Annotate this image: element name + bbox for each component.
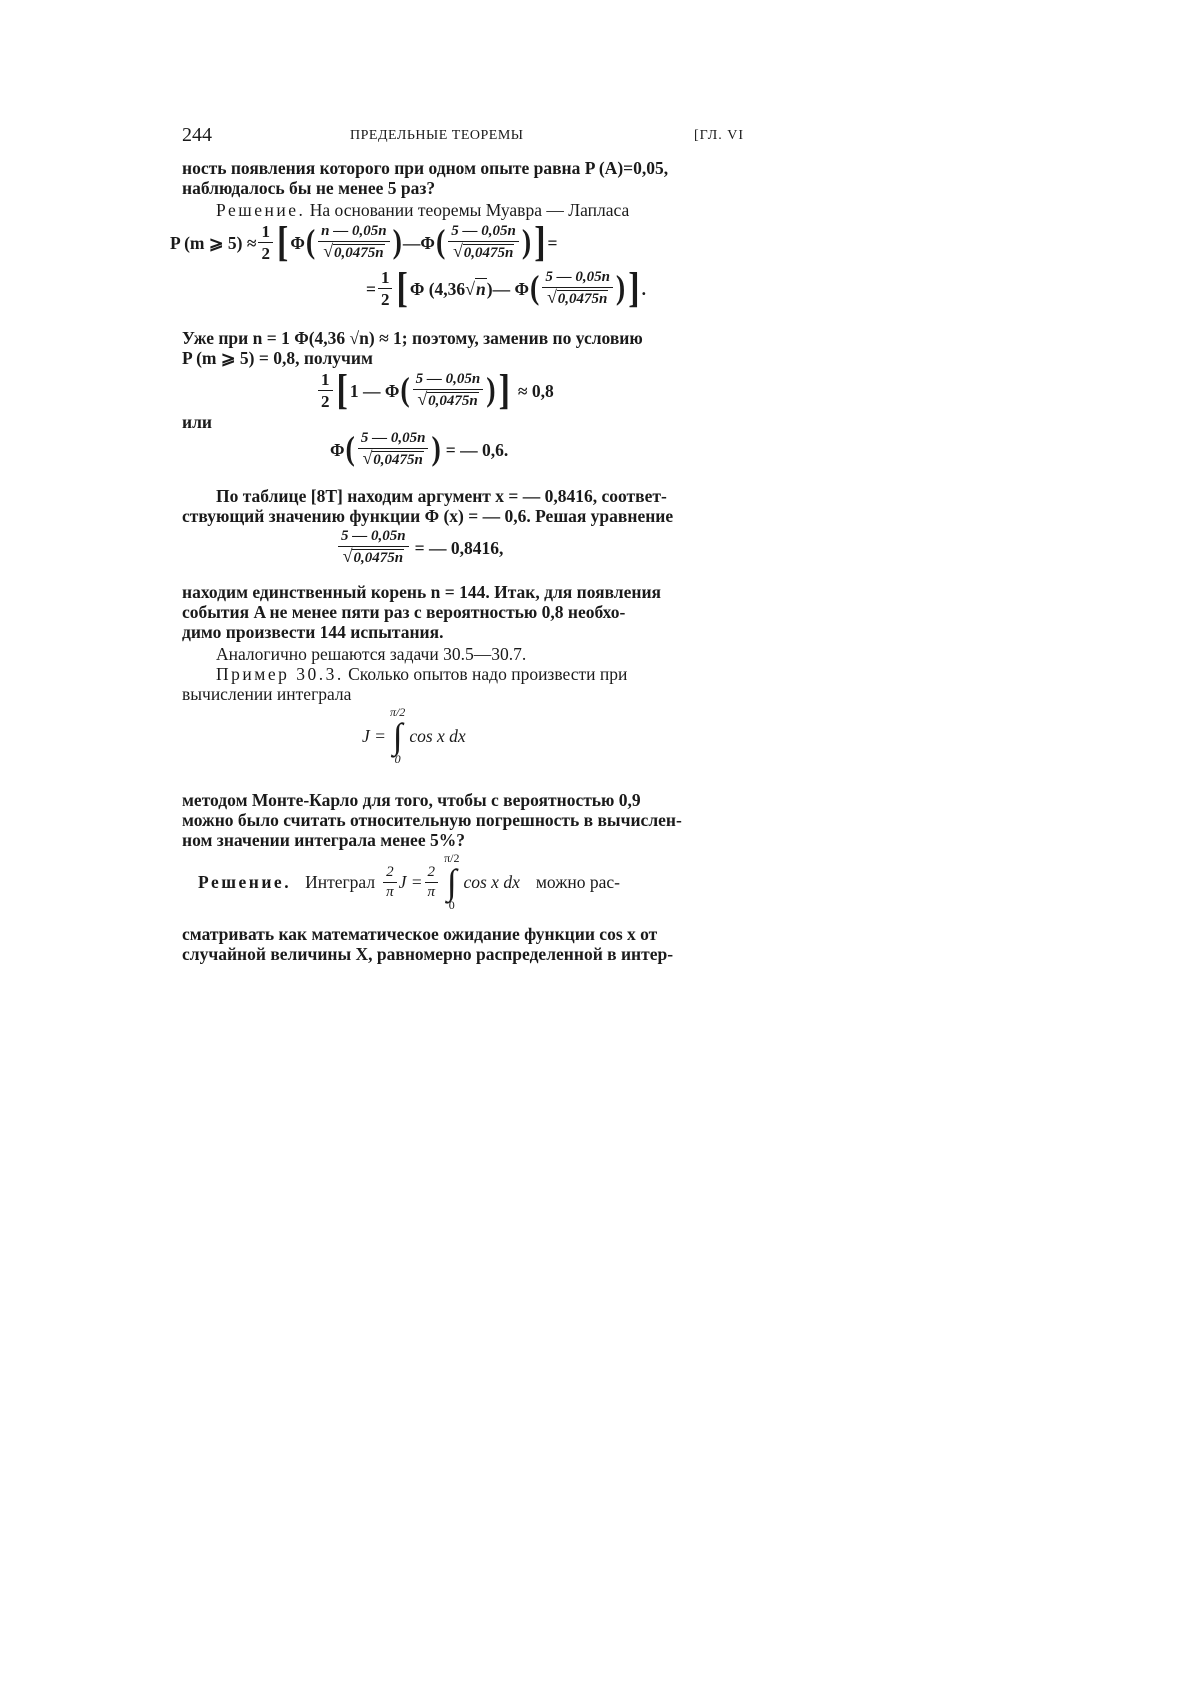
paragraph-intro (182, 158, 744, 198)
solution-integral-line: Решение. Интеграл $\frac{2}{\pi}$ J = $\frac{2}{\pi}$ π/2 ∫ 0 cos x dx можно рас- (198, 851, 620, 912)
fraction-1: $\frac{n — 0,05n}{√0,0475n}$ (318, 223, 389, 262)
text-line: методом Монте-Карло для того, чтобы с вероятностью 0,9 (182, 790, 641, 810)
text-line: можно было считать относительную погрешность в вычислен- (182, 810, 682, 830)
text-line: наблюдалось бы не менее 5 раз? (182, 178, 436, 198)
word-or: или (182, 412, 212, 432)
fraction-3: $\frac{5 — 0,05n}{√0,0475n}$ (542, 269, 613, 308)
page-number: 244 (182, 124, 212, 146)
text-line: находим единственный корень n = 144. Итак, для появления (182, 582, 662, 602)
paragraph-monte-carlo (182, 790, 744, 850)
chapter-label: [ГЛ. VI (694, 128, 744, 143)
text-line: P (m ⩾ 5) = 0,8, получим (182, 348, 373, 368)
paragraph-similar: Аналогично решаются задачи 30.5—30.7. (216, 644, 527, 664)
solution-intro (182, 200, 744, 220)
equation-5-integral: J = π/2 ∫ 0 cos x dx (362, 705, 466, 766)
text-line: ность появления которого при одном опыте равна P (A)=0,05, (182, 158, 669, 178)
solution-label: Решение. (198, 872, 292, 892)
text-line: димо произвести 144 испытания. (182, 622, 444, 642)
text-line: случайной величины X, равномерно распределенной в интер- (182, 944, 674, 964)
text-line: На основании теоремы Муавра — Лапласа (305, 200, 630, 220)
text-line: Сколько опытов надо произвести при (343, 664, 628, 684)
text-line: вычислении интеграла (182, 684, 352, 704)
example-label: Пример 30.3. (216, 664, 344, 684)
example-30-3 (182, 664, 744, 704)
equation-4: $\frac{5 — 0,05n}{√0,0475n}$ = — 0,8416, (336, 528, 503, 567)
text-line: ствующий значению функции Φ (x) = — 0,6. Решая уравнение (182, 506, 674, 526)
fraction-2: $\frac{5 — 0,05n}{√0,0475n}$ (448, 223, 519, 262)
fraction-half: $\frac{1}{2}$ (258, 222, 273, 263)
page-header (182, 124, 744, 148)
eq1-lhs: P (m ⩾ 5) ≈ (170, 232, 257, 253)
text-line: По таблице [8Т] находим аргумент x = — 0,8416, соответ- (216, 486, 667, 506)
paragraph-root (182, 582, 744, 642)
equation-3: Φ ( $\frac{5 — 0,05n}{√0,0475n}$ ) = — 0,6. (330, 430, 509, 468)
equation-1-row-2: = $\frac{1}{2}$ [ Φ (4,36 √ n )— Φ ( $\frac{5 — 0,05n}{√0,0475n}$ ) ] . (366, 264, 646, 311)
equation-2: $\frac{1}{2}$ [ 1 — Φ ( $\frac{5 — 0,05n}{√0,0475n}$ ) ] ≈ 0,8 (316, 370, 554, 411)
integral-sign: π/2 ∫ 0 (444, 851, 460, 912)
text-line: Уже при n = 1 Φ(4,36 √n) ≈ 1; поэтому, заменив по условию (182, 328, 643, 348)
paragraph-table (182, 486, 744, 526)
paragraph-substitution (182, 328, 744, 368)
text-line: события A не менее пяти раз с вероятностью 0,8 необхо- (182, 602, 626, 622)
solution-label: Решение. (216, 200, 306, 220)
paragraph-expectation (182, 924, 744, 964)
integral-sign: π/2 ∫ 0 (389, 705, 406, 766)
running-title: ПРЕДЕЛЬНЫЕ ТЕОРЕМЫ (350, 128, 524, 143)
equation-1-row-1: P (m ⩾ 5) ≈ $\frac{1}{2}$ [ Φ ( $\frac{n — 0,05n}{√0,0475n}$ ) — Φ ( $\frac{5 — 0,05n}{√0,0475n}$ ) ] = (170, 218, 558, 265)
text-line: ном значении интеграла менее 5%? (182, 830, 465, 850)
text-line: сматривать как математическое ожидание функции cos x от (182, 924, 658, 944)
fraction-half: $\frac{1}{2}$ (378, 268, 393, 309)
